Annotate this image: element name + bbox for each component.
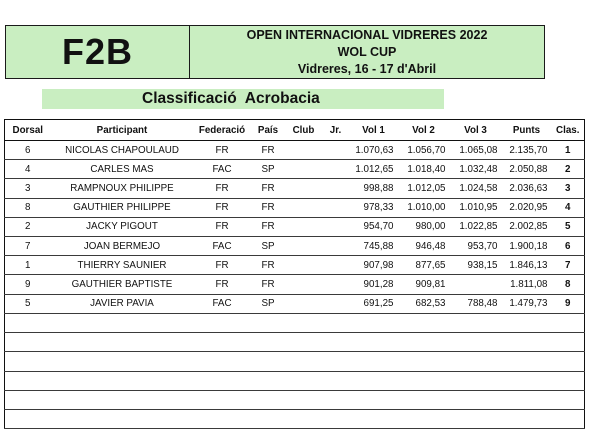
table-row (5, 141, 585, 160)
cell-pais: SP (251, 294, 286, 313)
cell-vol3: 1.065,08 (450, 141, 502, 160)
cell-pais: FR (251, 198, 286, 217)
cell-participant: GAUTHIER BAPTISTE (51, 275, 194, 294)
cell-jr (322, 236, 350, 255)
cell-vol3: 1.010,95 (450, 198, 502, 217)
empty-table-row (5, 371, 585, 390)
cell-federacio: FR (194, 217, 251, 236)
cell-clas: 2 (552, 160, 585, 179)
empty-cell (51, 352, 194, 371)
empty-table-row (5, 390, 585, 409)
col-header-vol3: Vol 3 (450, 120, 502, 141)
empty-cell (286, 352, 322, 371)
cell-participant: JAVIER PAVIA (51, 294, 194, 313)
cell-club (286, 179, 322, 198)
cell-punts: 2.050,88 (502, 160, 552, 179)
cell-club (286, 256, 322, 275)
empty-cell (322, 390, 350, 409)
cell-participant: CARLES MAS (51, 160, 194, 179)
col-header-dorsal: Dorsal (5, 120, 51, 141)
cell-pais: FR (251, 217, 286, 236)
empty-cell (552, 390, 585, 409)
cell-jr (322, 179, 350, 198)
empty-cell (322, 410, 350, 429)
empty-cell (5, 332, 51, 351)
empty-cell (286, 371, 322, 390)
col-header-clas: Clas. (552, 120, 585, 141)
empty-cell (322, 313, 350, 332)
cell-federacio: FR (194, 141, 251, 160)
cell-club (286, 217, 322, 236)
empty-cell (450, 410, 502, 429)
cell-pais: FR (251, 179, 286, 198)
col-header-vol1: Vol 1 (350, 120, 398, 141)
cell-federacio: FAC (194, 294, 251, 313)
empty-cell (194, 332, 251, 351)
empty-cell (398, 371, 450, 390)
empty-cell (450, 352, 502, 371)
empty-cell (5, 410, 51, 429)
empty-cell (251, 371, 286, 390)
empty-cell (398, 352, 450, 371)
cell-club (286, 294, 322, 313)
cell-clas: 1 (552, 141, 585, 160)
cell-vol1: 691,25 (350, 294, 398, 313)
empty-cell (322, 371, 350, 390)
cell-vol2: 909,81 (398, 275, 450, 294)
empty-cell (398, 313, 450, 332)
cell-vol1: 907,98 (350, 256, 398, 275)
cell-jr (322, 294, 350, 313)
col-header-pais: País (251, 120, 286, 141)
empty-cell (450, 332, 502, 351)
empty-cell (502, 390, 552, 409)
cell-club (286, 198, 322, 217)
empty-cell (350, 332, 398, 351)
table-row (5, 217, 585, 236)
cell-participant: NICOLAS CHAPOULAUD (51, 141, 194, 160)
col-header-punts: Punts (502, 120, 552, 141)
empty-cell (251, 352, 286, 371)
cell-punts: 1.811,08 (502, 275, 552, 294)
empty-cell (552, 332, 585, 351)
empty-cell (251, 390, 286, 409)
cell-club (286, 236, 322, 255)
cell-vol2: 1.010,00 (398, 198, 450, 217)
cell-jr (322, 141, 350, 160)
col-header-federacio: Federació (194, 120, 251, 141)
cell-dorsal: 3 (5, 179, 51, 198)
cell-federacio: FAC (194, 160, 251, 179)
empty-cell (450, 313, 502, 332)
empty-cell (51, 313, 194, 332)
empty-cell (51, 390, 194, 409)
cell-vol3: 1.022,85 (450, 217, 502, 236)
table-header-row (5, 120, 585, 141)
cell-federacio: FR (194, 275, 251, 294)
event-title: OPEN INTERNACIONAL VIDRERES 2022 (246, 27, 488, 42)
cell-federacio: FR (194, 179, 251, 198)
cell-punts: 2.135,70 (502, 141, 552, 160)
empty-cell (450, 371, 502, 390)
cell-punts: 2.020,95 (502, 198, 552, 217)
cell-federacio: FR (194, 198, 251, 217)
cell-vol3: 1.032,48 (450, 160, 502, 179)
cell-pais: SP (251, 160, 286, 179)
event-header (5, 25, 545, 79)
table-row (5, 198, 585, 217)
empty-cell (502, 313, 552, 332)
empty-cell (51, 410, 194, 429)
empty-cell (502, 332, 552, 351)
cell-pais: FR (251, 275, 286, 294)
cell-dorsal: 6 (5, 141, 51, 160)
cell-vol1: 978,33 (350, 198, 398, 217)
empty-cell (502, 352, 552, 371)
empty-cell (398, 390, 450, 409)
cell-vol2: 682,53 (398, 294, 450, 313)
cell-punts: 1.479,73 (502, 294, 552, 313)
cup-name: WOL CUP (337, 44, 397, 59)
empty-table-row (5, 410, 585, 429)
cell-vol1: 745,88 (350, 236, 398, 255)
cell-clas: 6 (552, 236, 585, 255)
cell-participant: JACKY PIGOUT (51, 217, 194, 236)
cell-dorsal: 1 (5, 256, 51, 275)
empty-cell (350, 410, 398, 429)
cell-vol2: 946,48 (398, 236, 450, 255)
cell-dorsal: 8 (5, 198, 51, 217)
cell-clas: 5 (552, 217, 585, 236)
cell-federacio: FAC (194, 236, 251, 255)
cell-participant: GAUTHIER PHILIPPE (51, 198, 194, 217)
cell-punts: 1.846,13 (502, 256, 552, 275)
empty-cell (552, 410, 585, 429)
cell-clas: 9 (552, 294, 585, 313)
empty-cell (251, 410, 286, 429)
empty-cell (398, 410, 450, 429)
empty-cell (5, 352, 51, 371)
cell-punts: 2.002,85 (502, 217, 552, 236)
empty-cell (286, 313, 322, 332)
empty-cell (502, 410, 552, 429)
empty-cell (350, 313, 398, 332)
cell-dorsal: 2 (5, 217, 51, 236)
cell-jr (322, 160, 350, 179)
cell-punts: 1.900,18 (502, 236, 552, 255)
col-header-jr: Jr. (322, 120, 350, 141)
cell-pais: FR (251, 141, 286, 160)
cell-vol3: 788,48 (450, 294, 502, 313)
cell-vol3 (450, 275, 502, 294)
cell-vol2: 1.012,05 (398, 179, 450, 198)
col-header-participant: Participant (51, 120, 194, 141)
cell-vol1: 954,70 (350, 217, 398, 236)
table-row (5, 294, 585, 313)
cell-vol3: 1.024,58 (450, 179, 502, 198)
cell-vol2: 877,65 (398, 256, 450, 275)
empty-cell (398, 332, 450, 351)
cell-jr (322, 256, 350, 275)
empty-cell (194, 371, 251, 390)
empty-cell (322, 332, 350, 351)
cell-vol1: 1.070,63 (350, 141, 398, 160)
empty-cell (350, 371, 398, 390)
col-header-vol2: Vol 2 (398, 120, 450, 141)
section-title (42, 89, 444, 109)
cell-federacio: FR (194, 256, 251, 275)
cell-participant: THIERRY SAUNIER (51, 256, 194, 275)
cell-clas: 8 (552, 275, 585, 294)
empty-table-row (5, 352, 585, 371)
empty-cell (251, 313, 286, 332)
table-row (5, 275, 585, 294)
results-table (4, 119, 585, 429)
empty-cell (194, 410, 251, 429)
cell-vol2: 980,00 (398, 217, 450, 236)
empty-table-row (5, 313, 585, 332)
empty-cell (350, 352, 398, 371)
cell-clas: 4 (552, 198, 585, 217)
empty-cell (552, 313, 585, 332)
event-info (190, 26, 544, 78)
cell-clas: 7 (552, 256, 585, 275)
table-row (5, 256, 585, 275)
cell-jr (322, 198, 350, 217)
cell-jr (322, 275, 350, 294)
cell-vol1: 998,88 (350, 179, 398, 198)
cell-dorsal: 5 (5, 294, 51, 313)
cell-dorsal: 9 (5, 275, 51, 294)
category-code: F2B (6, 26, 190, 78)
empty-cell (286, 390, 322, 409)
empty-cell (552, 352, 585, 371)
cell-vol3: 938,15 (450, 256, 502, 275)
cell-dorsal: 4 (5, 160, 51, 179)
results-body (5, 141, 585, 429)
cell-clas: 3 (552, 179, 585, 198)
cell-pais: SP (251, 236, 286, 255)
cell-club (286, 141, 322, 160)
empty-cell (5, 390, 51, 409)
cell-vol1: 901,28 (350, 275, 398, 294)
empty-cell (286, 410, 322, 429)
col-header-club: Club (286, 120, 322, 141)
empty-cell (251, 332, 286, 351)
empty-cell (51, 332, 194, 351)
empty-cell (322, 352, 350, 371)
empty-table-row (5, 332, 585, 351)
empty-cell (194, 313, 251, 332)
cell-participant: RAMPNOUX PHILIPPE (51, 179, 194, 198)
table-row (5, 179, 585, 198)
empty-cell (502, 371, 552, 390)
cell-pais: FR (251, 256, 286, 275)
section-title-text: Classificació Acrobacia (142, 90, 320, 107)
empty-cell (450, 390, 502, 409)
empty-cell (194, 390, 251, 409)
empty-cell (552, 371, 585, 390)
cell-jr (322, 217, 350, 236)
cell-dorsal: 7 (5, 236, 51, 255)
cell-vol2: 1.056,70 (398, 141, 450, 160)
cell-vol3: 953,70 (450, 236, 502, 255)
empty-cell (194, 352, 251, 371)
cell-vol2: 1.018,40 (398, 160, 450, 179)
empty-cell (5, 313, 51, 332)
location-dates: Vidreres, 16 - 17 d'Abril (297, 61, 437, 76)
empty-cell (350, 390, 398, 409)
empty-cell (5, 371, 51, 390)
table-row (5, 160, 585, 179)
cell-club (286, 160, 322, 179)
cell-club (286, 275, 322, 294)
table-row (5, 236, 585, 255)
cell-vol1: 1.012,65 (350, 160, 398, 179)
empty-cell (51, 371, 194, 390)
empty-cell (286, 332, 322, 351)
cell-participant: JOAN BERMEJO (51, 236, 194, 255)
cell-punts: 2.036,63 (502, 179, 552, 198)
